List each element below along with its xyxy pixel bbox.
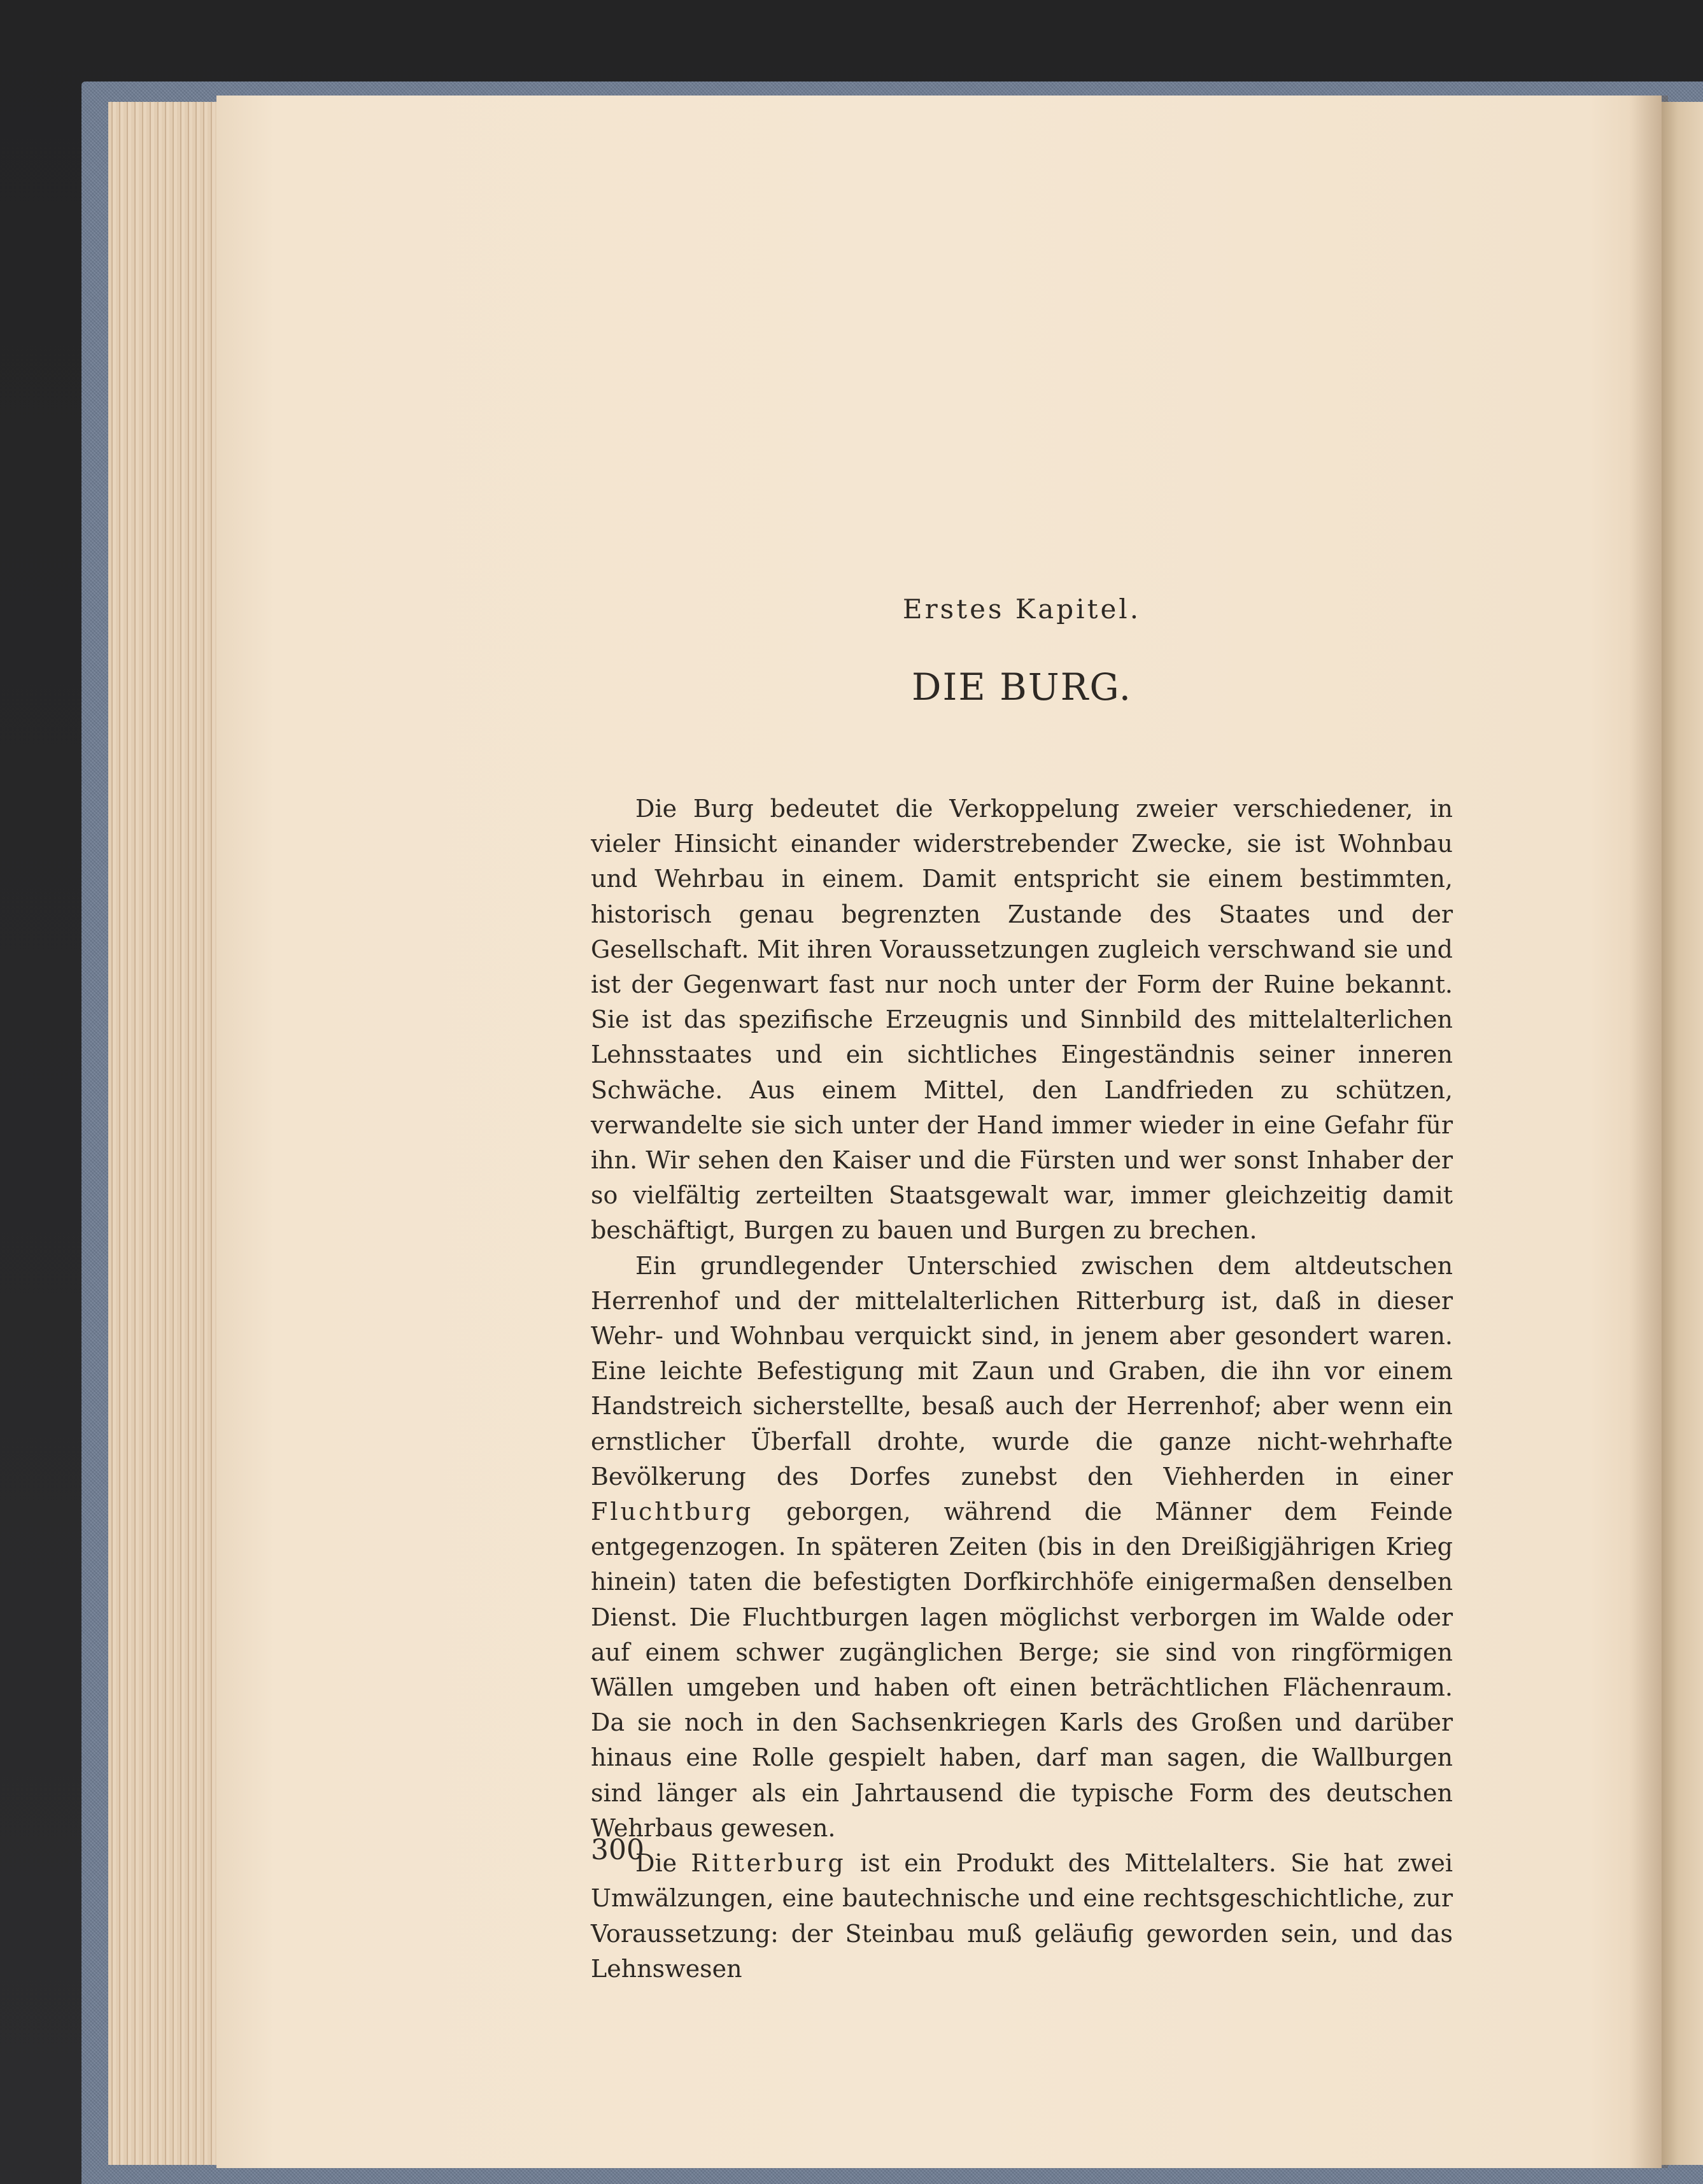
chapter-title: DIE BURG. [911,665,1133,709]
paragraph-1 [591,791,1453,1249]
paragraph-text: Die [635,1849,691,1878]
paragraph-text: geborgen, während die Männer dem Feinde entgegenzogen. In späteren Zeiten (bis in den Dreißigjährigen Krieg hinein) taten die befestigten Dorfkirchhöfe einigermaßen denselben Dienst. Die Fluchtburgen lagen möglichst verborgen im Walde oder auf einem schwer zugänglichen Berge; sie sind von ringförmigen Wällen umgeben und haben oft einen beträchtlichen Flächenraum. Da sie noch in den Sachsenkriegen Karls des Großen und darüber hinaus eine Rolle gespielt haben, darf man sagen, die Wallburgen sind länger als ein Jahrtausend die typische Form des deutschen Wehrbaus gewesen. [591,1498,1453,1842]
chapter-label: Erstes Kapitel. [902,593,1141,625]
facing-page-edge [1662,102,1703,2165]
emphasized-term-ritterburg: Ritterburg [691,1849,846,1878]
paragraph-text: Die Burg bedeutet die Verkoppelung zweier verschiedener, in vieler Hinsicht einander widerstrebender Zwecke, sie ist Wohnbau und Wehrbau in einem. Damit entspricht sie einem bestimmten, historisch genau begrenzten Zustande des Staates und der Gesellschaft. Mit ihren Voraussetzungen zugleich verschwand sie und ist der Gegenwart fast nur noch unter der Form der Ruine bekannt. Sie ist das spezifische Erzeugnis und Sinnbild des mittelalterlichen Lehnsstaates und ein sichtliches Eingeständnis seiner inneren Schwäche. Aus einem Mittel, den Landfrieden zu schützen, verwandelte sie sich unter der Hand immer wieder in eine Gefahr für ihn. Wir sehen den Kaiser und die Fürsten und wer sonst Inhaber der so vielfältig zerteilten Staatsgewalt war, immer gleichzeitig damit beschäftigt, Burgen zu bauen und Burgen zu brechen. [591,795,1453,1245]
emphasized-term-fluchtburg: Fluchtburg [591,1498,754,1526]
page-number: 300 [591,1834,644,1866]
paragraph-text: Ein grundlegender Unterschied zwischen dem altdeutschen Herrenhof und der mittelalterlichen Ritterburg ist, daß in dieser Wehr- und Wohnbau verquickt sind, in jenem aber gesondert waren. Eine leichte Befestigung mit Zaun und Graben, die ihn vor einem Handstreich sicherstellte, besaß auch der Herrenhof; aber wenn ein ernstlicher Überfall drohte, wurde die ganze nicht-wehrhafte Bevölkerung des Dorfes zunebst den Viehherden in einer [591,1251,1453,1491]
paragraph-2 [591,1249,1453,1846]
paragraph-text: ist ein Produkt des Mittelalters. Sie hat zwei Umwälzungen, eine bautechnische und eine rechtsgeschichtliche, zur Voraussetzung: der Steinbau muß geläufig geworden sein, und das Lehnswesen [591,1849,1453,1983]
paragraph-3 [591,1846,1453,1987]
page-edges [108,102,223,2165]
body-text [591,791,1453,1987]
